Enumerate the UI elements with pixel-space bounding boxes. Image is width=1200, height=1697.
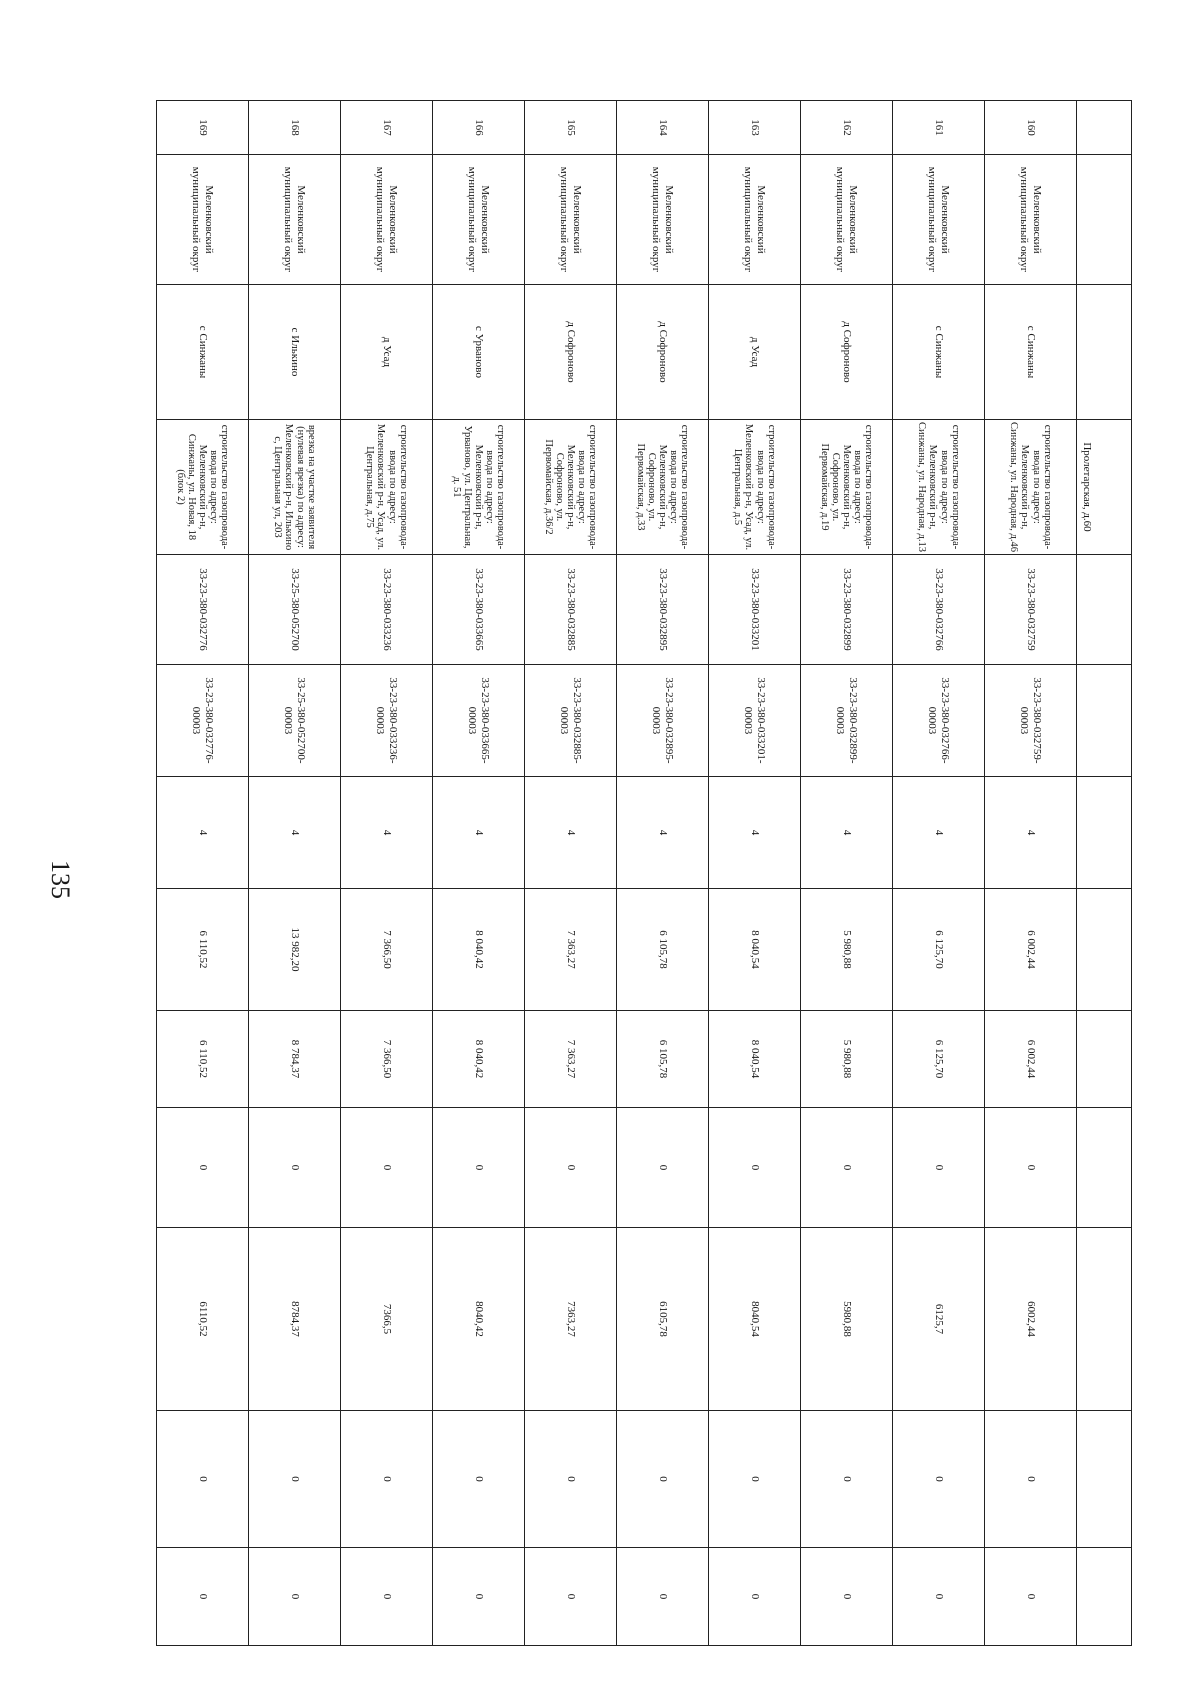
blank-cell [1077,665,1132,777]
work-description-cell: строительство газопровода-ввода по адресу: Меленковский р-н, Усад, ул. Центральная, д.5 [709,420,801,555]
district-cell: Меленковский муниципальный округ [525,155,617,285]
amount-cell: 8 040,42 [433,1011,525,1108]
zero-value-cell: 0 [801,1411,893,1548]
table-area [170,100,1132,1642]
quantity-cell: 4 [249,777,341,889]
blank-cell [1077,1108,1132,1228]
value-cell: 7366,5 [341,1228,433,1411]
locality-cell: с Урвановo [433,285,525,420]
table-row [617,101,709,1646]
table-row [801,101,893,1646]
work-description-cell: врезка на участке заявителя (нулевая врезка) по адресу: Меленковский р-н, Илькино с, Центральная ул, 203 [249,420,341,555]
zero-value-cell: 0 [985,1548,1077,1646]
work-description-cell: строительство газопровода-ввода по адресу: Меленковский р-н, Софроново, ул. Первомайская, д.19 [801,420,893,555]
row-number-cell: 164 [617,101,709,155]
locality-cell: д Усад [709,285,801,420]
zero-value-cell: 0 [157,1548,249,1646]
blank-cell [1077,285,1132,420]
district-cell: Меленковский муниципальный округ [985,155,1077,285]
object-code-full-cell: 33-23-380-032895-00003 [617,665,709,777]
table-row [985,101,1077,1646]
quantity-cell: 4 [525,777,617,889]
zero-value-cell: 0 [249,1108,341,1228]
object-code-full-cell: 33-23-380-032766-00003 [893,665,985,777]
row-number-cell: 168 [249,101,341,155]
zero-value-cell: 0 [433,1411,525,1548]
amount-total-cell: 6 125,70 [893,889,985,1011]
value-cell: 6110,52 [157,1228,249,1411]
district-cell: Меленковский муниципальный округ [893,155,985,285]
blank-cell [1077,155,1132,285]
amount-total-cell: 6 110,52 [157,889,249,1011]
table-row [525,101,617,1646]
blank-cell [1077,889,1132,1011]
value-cell: 5980,88 [801,1228,893,1411]
row-number-cell: 169 [157,101,249,155]
work-description-cell: строительство газопровода-ввода по адресу: Меленковский р-н, Синжаны, ул. Новая, 18 (блок 2) [157,420,249,555]
amount-total-cell: 8 040,54 [709,889,801,1011]
locality-cell: с Синжаны [893,285,985,420]
quantity-cell: 4 [617,777,709,889]
blank-cell [1077,1011,1132,1108]
quantity-cell: 4 [157,777,249,889]
object-code-cell: 33-23-380-032759 [985,555,1077,665]
quantity-cell: 4 [985,777,1077,889]
locality-cell: с Синжаны [985,285,1077,420]
value-cell: 6105,78 [617,1228,709,1411]
locality-cell: с Синжаны [157,285,249,420]
table-row [157,101,249,1646]
blank-cell [1077,777,1132,889]
work-description-cell: строительство газопровода-ввода по адресу: Меленковский р-н, Софроново, ул. Первомайская, д.33 [617,420,709,555]
zero-value-cell: 0 [985,1411,1077,1548]
zero-value-cell: 0 [893,1108,985,1228]
object-code-full-cell: 33-23-380-032885-00003 [525,665,617,777]
zero-value-cell: 0 [893,1411,985,1548]
amount-total-cell: 5 980,88 [801,889,893,1011]
zero-value-cell: 0 [433,1108,525,1228]
row-number-cell: 166 [433,101,525,155]
object-code-full-cell: 33-23-380-033665-00003 [433,665,525,777]
zero-value-cell: 0 [249,1548,341,1646]
zero-value-cell: 0 [985,1108,1077,1228]
rotated-table-frame [170,100,1132,1642]
zero-value-cell: 0 [617,1548,709,1646]
value-cell: 6002,44 [985,1228,1077,1411]
row-number-cell: 160 [985,101,1077,155]
district-cell: Меленковский муниципальный округ [801,155,893,285]
object-code-full-cell: 33-23-380-032759-00003 [985,665,1077,777]
amount-total-cell: 7 366,50 [341,889,433,1011]
object-code-full-cell: 33-23-380-033201-00003 [709,665,801,777]
row-number-cell: 163 [709,101,801,155]
work-description-cell: строительство газопровода-ввода по адресу: Меленковский р-н, Синжаны, ул. Народная, д.13 [893,420,985,555]
value-cell: 8040,54 [709,1228,801,1411]
locality-cell: д Усад [341,285,433,420]
quantity-cell: 4 [801,777,893,889]
continuation-text: Пролетарская, д.60 [1077,420,1132,555]
table-row [893,101,985,1646]
amount-cell: 5 980,88 [801,1011,893,1108]
object-code-cell: 33-23-380-032885 [525,555,617,665]
object-code-cell: 33-23-380-033665 [433,555,525,665]
object-code-full-cell: 33-23-380-032899-00003 [801,665,893,777]
work-description-cell: строительство газопровода-ввода по адресу: Меленковский р-н, Урваново, ул. Центральная, д. 51 [433,420,525,555]
district-cell: Меленковский муниципальный округ [157,155,249,285]
amount-cell: 8 040,54 [709,1011,801,1108]
zero-value-cell: 0 [709,1411,801,1548]
zero-value-cell: 0 [525,1411,617,1548]
row-number-cell: 162 [801,101,893,155]
work-description-cell: строительство газопровода-ввода по адресу: Меленковский р-н, Усад, ул. Центральная, д.75 [341,420,433,555]
locality-cell: д Софроново [617,285,709,420]
zero-value-cell: 0 [341,1548,433,1646]
blank-cell [1077,555,1132,665]
amount-cell: 7 366,50 [341,1011,433,1108]
zero-value-cell: 0 [893,1548,985,1646]
row-number-cell: 161 [893,101,985,155]
zero-value-cell: 0 [433,1548,525,1646]
locality-cell: с Илькино [249,285,341,420]
locality-cell: д Софроново [525,285,617,420]
object-code-cell: 33-23-380-032899 [801,555,893,665]
zero-value-cell: 0 [617,1411,709,1548]
amount-cell: 6 105,78 [617,1011,709,1108]
amount-total-cell: 8 040,42 [433,889,525,1011]
zero-value-cell: 0 [157,1108,249,1228]
blank-cell [1077,101,1132,155]
row-number-cell: 165 [525,101,617,155]
zero-value-cell: 0 [617,1108,709,1228]
work-description-cell: строительство газопровода-ввода по адресу: Меленковский р-н, Синжаны, ул. Народная, д.46 [985,420,1077,555]
work-description-cell: строительство газопровода-ввода по адресу: Меленковский р-н, Софроново, ул. Первомайская, д.36/2 [525,420,617,555]
table-row [341,101,433,1646]
amount-total-cell: 13 982,20 [249,889,341,1011]
amount-cell: 6 002,44 [985,1011,1077,1108]
district-cell: Меленковский муниципальный округ [249,155,341,285]
value-cell: 7363,27 [525,1228,617,1411]
data-table [156,100,1132,1646]
table-row [709,101,801,1646]
amount-cell: 7 363,27 [525,1011,617,1108]
district-cell: Меленковский муниципальный округ [341,155,433,285]
value-cell: 8040,42 [433,1228,525,1411]
quantity-cell: 4 [893,777,985,889]
object-code-full-cell: 33-25-380-052700-00003 [249,665,341,777]
zero-value-cell: 0 [525,1108,617,1228]
zero-value-cell: 0 [709,1548,801,1646]
locality-cell: д Софроново [801,285,893,420]
table-row [433,101,525,1646]
page-number: 135 [46,860,75,899]
header-continuation-row [1077,101,1132,1646]
blank-cell [1077,1548,1132,1646]
blank-cell [1077,1411,1132,1548]
amount-cell: 6 110,52 [157,1011,249,1108]
amount-total-cell: 6 105,78 [617,889,709,1011]
object-code-cell: 33-23-380-033236 [341,555,433,665]
zero-value-cell: 0 [525,1548,617,1646]
quantity-cell: 4 [433,777,525,889]
district-cell: Меленковский муниципальный округ [433,155,525,285]
amount-total-cell: 7 363,27 [525,889,617,1011]
object-code-cell: 33-23-380-032895 [617,555,709,665]
zero-value-cell: 0 [341,1411,433,1548]
object-code-full-cell: 33-23-380-032776-00003 [157,665,249,777]
amount-total-cell: 6 002,44 [985,889,1077,1011]
district-cell: Меленковский муниципальный округ [709,155,801,285]
zero-value-cell: 0 [801,1108,893,1228]
zero-value-cell: 0 [249,1411,341,1548]
object-code-cell: 33-23-380-032776 [157,555,249,665]
object-code-cell: 33-23-380-033201 [709,555,801,665]
object-code-full-cell: 33-23-380-033236-00003 [341,665,433,777]
amount-cell: 8 784,37 [249,1011,341,1108]
zero-value-cell: 0 [157,1411,249,1548]
district-cell: Меленковский муниципальный округ [617,155,709,285]
row-number-cell: 167 [341,101,433,155]
quantity-cell: 4 [341,777,433,889]
table-row [249,101,341,1646]
zero-value-cell: 0 [709,1108,801,1228]
object-code-cell: 33-23-380-032766 [893,555,985,665]
zero-value-cell: 0 [341,1108,433,1228]
object-code-cell: 33-25-380-052700 [249,555,341,665]
zero-value-cell: 0 [801,1548,893,1646]
blank-cell [1077,1228,1132,1411]
amount-cell: 6 125,70 [893,1011,985,1108]
quantity-cell: 4 [709,777,801,889]
value-cell: 8784,37 [249,1228,341,1411]
value-cell: 6125,7 [893,1228,985,1411]
